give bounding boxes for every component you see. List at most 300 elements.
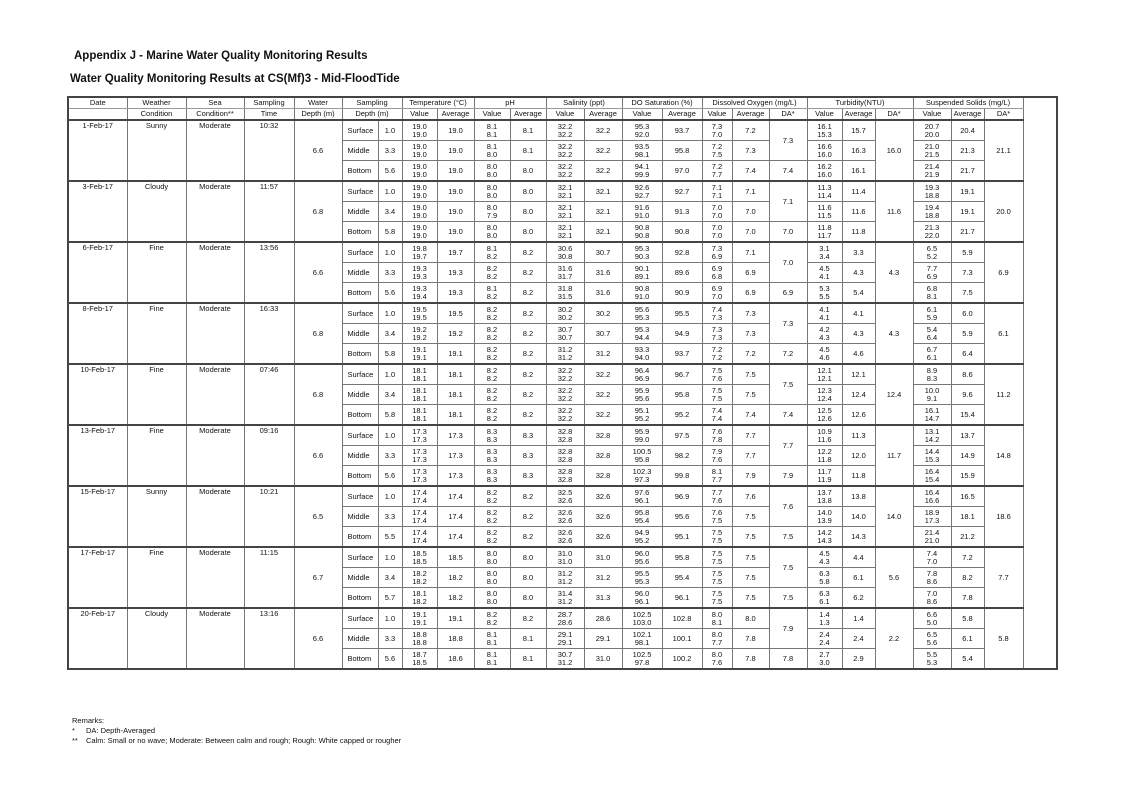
ph-average: 8.2 bbox=[510, 486, 546, 507]
turbidity-values-reading: 11.8 bbox=[817, 454, 832, 464]
turbidity-da: 14.0 bbox=[875, 486, 913, 547]
turbidity-average: 2.9 bbox=[842, 649, 875, 670]
suspended-solids-values-reading: 8.9 bbox=[926, 366, 938, 375]
salinity-average: 31.0 bbox=[584, 547, 622, 568]
dissolved-oxygen-values-reading: 7.3 bbox=[711, 332, 723, 342]
table-body bbox=[68, 120, 1057, 669]
weather-cell: Cloudy bbox=[127, 608, 186, 669]
sampling-level-cell: Bottom bbox=[342, 588, 378, 609]
dissolved-oxygen-values-reading: 6.8 bbox=[711, 271, 723, 281]
remarks-title: Remarks: bbox=[72, 716, 105, 725]
turbidity-values bbox=[807, 161, 842, 182]
salinity-values bbox=[546, 527, 584, 548]
suspended-solids-values-reading: 20.0 bbox=[924, 129, 940, 139]
ph-average: 8.2 bbox=[510, 405, 546, 426]
turbidity-values bbox=[807, 263, 842, 283]
dissolved-oxygen-average: 7.1 bbox=[732, 242, 769, 263]
turbidity-values bbox=[807, 324, 842, 344]
temperature-average: 17.4 bbox=[437, 527, 474, 548]
date-cell: 6-Feb-17 bbox=[68, 242, 127, 303]
do-saturation-average: 96.1 bbox=[662, 588, 702, 609]
suspended-solids-da: 6.1 bbox=[984, 303, 1023, 364]
salinity-values-reading: 30.7 bbox=[557, 332, 573, 342]
turbidity-average: 16.1 bbox=[842, 161, 875, 182]
table-row bbox=[68, 425, 1057, 446]
sampling-level-cell: Middle bbox=[342, 324, 378, 344]
do-saturation-average: 94.9 bbox=[662, 324, 702, 344]
ph-values-reading: 8.0 bbox=[486, 223, 498, 232]
dissolved-oxygen-values-reading: 8.0 bbox=[711, 630, 723, 639]
suspended-solids-values-reading: 16.6 bbox=[924, 495, 940, 505]
turbidity-average: 12.4 bbox=[842, 385, 875, 405]
salinity-values-reading: 32.2 bbox=[557, 406, 573, 415]
salinity-values-reading: 31.4 bbox=[557, 589, 573, 598]
sampling-depth-cell: 1.0 bbox=[378, 120, 402, 141]
do-saturation-values bbox=[622, 222, 662, 243]
turbidity-values bbox=[807, 568, 842, 588]
dissolved-oxygen-values bbox=[702, 466, 732, 487]
dissolved-oxygen-bottom-da: 7.0 bbox=[769, 222, 807, 243]
suspended-solids-values-reading: 6.1 bbox=[926, 305, 938, 314]
salinity-values-reading: 28.7 bbox=[557, 610, 573, 619]
salinity-values bbox=[546, 547, 584, 568]
temperature-values-reading: 19.0 bbox=[412, 183, 427, 192]
dissolved-oxygen-bottom-da: 7.4 bbox=[769, 161, 807, 182]
temperature-values-reading: 18.7 bbox=[412, 650, 427, 659]
do-saturation-values-reading: 95.5 bbox=[634, 569, 650, 578]
sampling-level-cell: Surface bbox=[342, 425, 378, 446]
suspended-solids-average: 15.4 bbox=[951, 405, 984, 426]
turbidity-values-reading: 5.8 bbox=[819, 576, 830, 586]
sampling-depth-cell: 1.0 bbox=[378, 425, 402, 446]
remark-mark: ** bbox=[72, 736, 78, 745]
dissolved-oxygen-da: 7.9 bbox=[769, 608, 807, 649]
dissolved-oxygen-values-reading: 6.9 bbox=[711, 284, 723, 293]
temperature-values bbox=[402, 222, 437, 243]
turbidity-average: 1.4 bbox=[842, 608, 875, 629]
sampling-level-cell: Middle bbox=[342, 385, 378, 405]
do-saturation-values bbox=[622, 425, 662, 446]
temperature-values-reading: 19.1 bbox=[412, 345, 427, 354]
ph-values bbox=[474, 588, 510, 609]
suspended-solids-values-reading: 5.9 bbox=[926, 312, 938, 322]
ph-values-reading: 8.0 bbox=[486, 183, 498, 192]
do-saturation-values-reading: 99.9 bbox=[634, 169, 650, 179]
suspended-solids-da: 5.8 bbox=[984, 608, 1023, 669]
do-saturation-values-reading: 96.1 bbox=[634, 596, 650, 606]
salinity-average: 32.1 bbox=[584, 222, 622, 243]
do-saturation-values-reading: 92.7 bbox=[634, 190, 650, 200]
dissolved-oxygen-bottom-da: 7.4 bbox=[769, 405, 807, 426]
turbidity-average: 6.2 bbox=[842, 588, 875, 609]
ph-average: 8.2 bbox=[510, 303, 546, 324]
suspended-solids-da: 11.2 bbox=[984, 364, 1023, 425]
dissolved-oxygen-values bbox=[702, 629, 732, 649]
suspended-solids-values bbox=[913, 649, 951, 670]
salinity-values-reading: 31.0 bbox=[557, 549, 573, 558]
salinity-values bbox=[546, 141, 584, 161]
do-saturation-values-reading: 100.5 bbox=[632, 447, 652, 456]
sampling-time-cell: 07:46 bbox=[244, 364, 294, 425]
ph-values bbox=[474, 425, 510, 446]
suspended-solids-values-reading: 6.7 bbox=[926, 345, 938, 354]
sampling-level-cell: Surface bbox=[342, 242, 378, 263]
suspended-solids-average: 5.8 bbox=[951, 608, 984, 629]
do-saturation-values-reading: 95.8 bbox=[634, 454, 650, 464]
temperature-values-reading: 19.0 bbox=[412, 162, 427, 171]
table-row bbox=[68, 547, 1057, 568]
dissolved-oxygen-average: 7.5 bbox=[732, 507, 769, 527]
turbidity-values-reading: 12.1 bbox=[817, 373, 832, 383]
do-saturation-values-reading: 91.0 bbox=[634, 210, 650, 220]
dissolved-oxygen-values-reading: 7.5 bbox=[711, 393, 723, 403]
turbidity-values bbox=[807, 507, 842, 527]
suspended-solids-average: 19.1 bbox=[951, 202, 984, 222]
ph-values-reading: 8.1 bbox=[486, 129, 498, 139]
suspended-solids-values-reading: 7.0 bbox=[926, 589, 938, 598]
do-saturation-values-reading: 95.9 bbox=[634, 386, 650, 395]
ph-values bbox=[474, 242, 510, 263]
suspended-solids-average: 9.6 bbox=[951, 385, 984, 405]
turbidity-values-reading: 12.6 bbox=[817, 413, 832, 423]
weather-cell: Sunny bbox=[127, 486, 186, 547]
suspended-solids-values bbox=[913, 486, 951, 507]
dissolved-oxygen-average: 6.9 bbox=[732, 283, 769, 304]
ph-average: 8.0 bbox=[510, 588, 546, 609]
do-saturation-average: 97.0 bbox=[662, 161, 702, 182]
dissolved-oxygen-average: 7.4 bbox=[732, 405, 769, 426]
col-date-sub bbox=[68, 109, 127, 121]
suspended-solids-values-reading: 9.1 bbox=[926, 393, 938, 403]
suspended-solids-average: 8.6 bbox=[951, 364, 984, 385]
salinity-average: 32.8 bbox=[584, 466, 622, 487]
suspended-solids-values-reading: 5.3 bbox=[926, 657, 938, 667]
turbidity-values-reading: 1.3 bbox=[819, 617, 830, 627]
temperature-values-reading: 19.3 bbox=[412, 284, 427, 293]
sampling-time-cell: 13:16 bbox=[244, 608, 294, 669]
temperature-values-reading: 18.1 bbox=[412, 413, 427, 423]
salinity-average: 30.7 bbox=[584, 324, 622, 344]
turbidity-values bbox=[807, 486, 842, 507]
do-saturation-values-reading: 102.1 bbox=[632, 630, 652, 639]
sampling-level-cell: Middle bbox=[342, 141, 378, 161]
dissolved-oxygen-bottom-da: 6.9 bbox=[769, 283, 807, 304]
do-saturation-values-reading: 94.9 bbox=[634, 528, 650, 537]
turbidity-values-reading: 6.3 bbox=[819, 569, 830, 578]
do-saturation-average: 95.6 bbox=[662, 507, 702, 527]
turbidity-average: 16.3 bbox=[842, 141, 875, 161]
do-saturation-average: 91.3 bbox=[662, 202, 702, 222]
weather-cell: Fine bbox=[127, 303, 186, 364]
dissolved-oxygen-values-reading: 7.5 bbox=[711, 596, 723, 606]
sampling-depth-cell: 5.6 bbox=[378, 466, 402, 487]
do-saturation-values-reading: 90.8 bbox=[634, 230, 650, 240]
suspended-solids-values-reading: 14.2 bbox=[924, 434, 940, 444]
ph-average: 8.2 bbox=[510, 385, 546, 405]
ph-values bbox=[474, 385, 510, 405]
dissolved-oxygen-values-reading: 7.6 bbox=[711, 427, 723, 436]
do-saturation-values bbox=[622, 385, 662, 405]
turbidity-average: 12.1 bbox=[842, 364, 875, 385]
water-quality-table bbox=[67, 96, 1058, 670]
turbidity-da: 4.3 bbox=[875, 303, 913, 364]
turbidity-average: 4.6 bbox=[842, 344, 875, 365]
dissolved-oxygen-values-reading: 8.0 bbox=[711, 650, 723, 659]
suspended-solids-average: 5.9 bbox=[951, 324, 984, 344]
temperature-values bbox=[402, 364, 437, 385]
table-row bbox=[68, 486, 1057, 507]
temperature-values bbox=[402, 202, 437, 222]
ph-values-reading: 8.2 bbox=[486, 345, 498, 354]
temperature-values-reading: 17.4 bbox=[412, 515, 427, 525]
turbidity-values bbox=[807, 242, 842, 263]
ph-values bbox=[474, 486, 510, 507]
do-saturation-average: 100.2 bbox=[662, 649, 702, 670]
suspended-solids-values-reading: 21.4 bbox=[924, 528, 940, 537]
weather-cell: Cloudy bbox=[127, 181, 186, 242]
salinity-values bbox=[546, 446, 584, 466]
remarks bbox=[72, 716, 401, 746]
suspended-solids-average: 6.4 bbox=[951, 344, 984, 365]
ph-average: 8.2 bbox=[510, 263, 546, 283]
sampling-time-cell: 16:33 bbox=[244, 303, 294, 364]
salinity-average: 32.6 bbox=[584, 486, 622, 507]
do-saturation-average: 99.8 bbox=[662, 466, 702, 487]
suspended-solids-da: 6.9 bbox=[984, 242, 1023, 303]
ph-average: 8.2 bbox=[510, 242, 546, 263]
ph-values-reading: 8.2 bbox=[486, 312, 498, 322]
col-turb-average: Average bbox=[842, 109, 875, 121]
salinity-average: 32.8 bbox=[584, 446, 622, 466]
do-saturation-values bbox=[622, 344, 662, 365]
dissolved-oxygen-values bbox=[702, 202, 732, 222]
turbidity-values-reading: 11.7 bbox=[817, 230, 832, 240]
dissolved-oxygen-values bbox=[702, 263, 732, 283]
water-depth-cell: 6.6 bbox=[294, 425, 342, 486]
salinity-values-reading: 31.2 bbox=[557, 657, 573, 667]
water-depth-cell: 6.8 bbox=[294, 181, 342, 242]
turbidity-values bbox=[807, 405, 842, 426]
temperature-average: 19.5 bbox=[437, 303, 474, 324]
ph-average: 8.2 bbox=[510, 283, 546, 304]
turbidity-average: 11.6 bbox=[842, 202, 875, 222]
do-saturation-values bbox=[622, 141, 662, 161]
ph-values-reading: 8.1 bbox=[486, 657, 498, 667]
temperature-average: 19.0 bbox=[437, 141, 474, 161]
salinity-average: 28.6 bbox=[584, 608, 622, 629]
turbidity-values-reading: 4.1 bbox=[819, 312, 830, 322]
do-saturation-average: 95.4 bbox=[662, 568, 702, 588]
suspended-solids-values-reading: 20.7 bbox=[924, 122, 940, 131]
salinity-values-reading: 32.8 bbox=[557, 447, 573, 456]
turbidity-average: 5.4 bbox=[842, 283, 875, 304]
turbidity-values-reading: 4.1 bbox=[819, 271, 830, 281]
temperature-values-reading: 17.4 bbox=[412, 508, 427, 517]
salinity-values-reading: 32.8 bbox=[557, 474, 573, 484]
salinity-values-reading: 32.1 bbox=[557, 230, 573, 240]
date-cell: 8-Feb-17 bbox=[68, 303, 127, 364]
ph-values-reading: 8.0 bbox=[486, 162, 498, 171]
do-saturation-values-reading: 92.0 bbox=[634, 129, 650, 139]
suspended-solids-values-reading: 21.3 bbox=[924, 223, 940, 232]
suspended-solids-values-reading: 5.2 bbox=[926, 251, 938, 261]
remark-item bbox=[72, 726, 401, 736]
ph-values bbox=[474, 324, 510, 344]
turbidity-da: 5.6 bbox=[875, 547, 913, 608]
turbidity-values-reading: 16.6 bbox=[817, 142, 832, 151]
turbidity-values-reading: 13.9 bbox=[817, 515, 832, 525]
turbidity-values-reading: 12.2 bbox=[817, 447, 832, 456]
temperature-values bbox=[402, 608, 437, 629]
dissolved-oxygen-values bbox=[702, 141, 732, 161]
suspended-solids-values-reading: 8.6 bbox=[926, 596, 938, 606]
salinity-average: 31.0 bbox=[584, 649, 622, 670]
turbidity-values-reading: 4.3 bbox=[819, 332, 830, 342]
col-turbidity: Turbidity(NTU) bbox=[807, 97, 913, 109]
suspended-solids-values bbox=[913, 466, 951, 487]
col-ss-value: Value bbox=[913, 109, 951, 121]
salinity-values-reading: 32.6 bbox=[557, 495, 573, 505]
turbidity-values bbox=[807, 364, 842, 385]
ph-values-reading: 8.0 bbox=[486, 589, 498, 598]
temperature-values-reading: 19.5 bbox=[412, 305, 427, 314]
turbidity-values bbox=[807, 547, 842, 568]
salinity-average: 29.1 bbox=[584, 629, 622, 649]
sampling-time-cell: 10:21 bbox=[244, 486, 294, 547]
do-saturation-values bbox=[622, 161, 662, 182]
dissolved-oxygen-average: 7.8 bbox=[732, 629, 769, 649]
do-saturation-values-reading: 102.3 bbox=[632, 467, 652, 476]
col-ph-average: Average bbox=[510, 109, 546, 121]
suspended-solids-da: 18.6 bbox=[984, 486, 1023, 547]
temperature-values-reading: 18.2 bbox=[412, 596, 427, 606]
dissolved-oxygen-values-reading: 7.8 bbox=[711, 434, 723, 444]
ph-values-reading: 8.1 bbox=[486, 244, 498, 253]
suspended-solids-values-reading: 16.4 bbox=[924, 467, 940, 476]
temperature-values-reading: 17.3 bbox=[412, 474, 427, 484]
do-saturation-values-reading: 102.5 bbox=[632, 650, 652, 659]
salinity-values-reading: 28.6 bbox=[557, 617, 573, 627]
ph-average: 8.3 bbox=[510, 446, 546, 466]
suspended-solids-average: 16.5 bbox=[951, 486, 984, 507]
suspended-solids-values bbox=[913, 425, 951, 446]
turbidity-values-reading: 1.4 bbox=[819, 610, 830, 619]
suspended-solids-average: 21.3 bbox=[951, 141, 984, 161]
temperature-values-reading: 17.4 bbox=[412, 535, 427, 545]
suspended-solids-values-reading: 13.1 bbox=[924, 427, 940, 436]
table-row bbox=[68, 120, 1057, 141]
turbidity-values-reading: 13.7 bbox=[817, 488, 832, 497]
do-saturation-average: 90.9 bbox=[662, 283, 702, 304]
col-suspended-solids: Suspended Solids (mg/L) bbox=[913, 97, 1023, 109]
col-sampling-depth-sub: Depth (m) bbox=[342, 109, 402, 121]
do-saturation-values bbox=[622, 263, 662, 283]
temperature-values bbox=[402, 161, 437, 182]
temperature-values bbox=[402, 547, 437, 568]
salinity-average: 32.2 bbox=[584, 141, 622, 161]
do-saturation-values-reading: 95.3 bbox=[634, 122, 650, 131]
temperature-values-reading: 17.3 bbox=[412, 447, 427, 456]
suspended-solids-values bbox=[913, 629, 951, 649]
temperature-values bbox=[402, 385, 437, 405]
salinity-values bbox=[546, 324, 584, 344]
suspended-solids-average: 7.5 bbox=[951, 283, 984, 304]
salinity-average: 32.2 bbox=[584, 405, 622, 426]
col-turb-da: DA* bbox=[875, 109, 913, 121]
date-cell: 15-Feb-17 bbox=[68, 486, 127, 547]
ph-values-reading: 8.0 bbox=[486, 169, 498, 179]
temperature-values-reading: 19.5 bbox=[412, 312, 427, 322]
sampling-depth-cell: 5.5 bbox=[378, 527, 402, 548]
suspended-solids-values bbox=[913, 568, 951, 588]
suspended-solids-values-reading: 21.0 bbox=[924, 535, 940, 545]
col-do-saturation: DO Saturation (%) bbox=[622, 97, 702, 109]
suspended-solids-average: 7.3 bbox=[951, 263, 984, 283]
suspended-solids-average: 21.7 bbox=[951, 222, 984, 243]
sea-condition-cell: Moderate bbox=[186, 242, 244, 303]
salinity-values-reading: 32.8 bbox=[557, 454, 573, 464]
dissolved-oxygen-values-reading: 7.5 bbox=[711, 366, 723, 375]
salinity-average: 30.2 bbox=[584, 303, 622, 324]
water-depth-cell: 6.7 bbox=[294, 547, 342, 608]
turbidity-values-reading: 4.5 bbox=[819, 264, 830, 273]
weather-cell: Fine bbox=[127, 364, 186, 425]
turbidity-values-reading: 11.6 bbox=[817, 434, 832, 444]
salinity-average: 32.6 bbox=[584, 507, 622, 527]
temperature-average: 17.4 bbox=[437, 507, 474, 527]
salinity-values-reading: 30.2 bbox=[557, 305, 573, 314]
salinity-values-reading: 31.2 bbox=[557, 352, 573, 362]
dissolved-oxygen-average: 7.0 bbox=[732, 222, 769, 243]
ph-average: 8.1 bbox=[510, 649, 546, 670]
temperature-values-reading: 19.8 bbox=[412, 244, 427, 253]
suspended-solids-average: 7.8 bbox=[951, 588, 984, 609]
temperature-values bbox=[402, 405, 437, 426]
salinity-values-reading: 32.2 bbox=[557, 129, 573, 139]
dissolved-oxygen-values-reading: 7.5 bbox=[711, 576, 723, 586]
temperature-values-reading: 18.2 bbox=[412, 576, 427, 586]
dissolved-oxygen-average: 7.4 bbox=[732, 161, 769, 182]
turbidity-values-reading: 4.5 bbox=[819, 345, 830, 354]
col-sea: Sea bbox=[186, 97, 244, 109]
sea-condition-cell: Moderate bbox=[186, 120, 244, 181]
dissolved-oxygen-values-reading: 7.7 bbox=[711, 637, 723, 647]
do-saturation-values-reading: 90.1 bbox=[634, 264, 650, 273]
turbidity-values bbox=[807, 141, 842, 161]
turbidity-average: 11.8 bbox=[842, 222, 875, 243]
ph-values bbox=[474, 364, 510, 385]
suspended-solids-values-reading: 6.5 bbox=[926, 244, 938, 253]
col-date: Date bbox=[68, 97, 127, 109]
ph-values-reading: 8.0 bbox=[486, 556, 498, 566]
temperature-values-reading: 19.7 bbox=[412, 251, 427, 261]
temperature-values-reading: 17.3 bbox=[412, 454, 427, 464]
remark-text: DA: Depth-Averaged bbox=[86, 726, 156, 735]
dissolved-oxygen-da: 7.6 bbox=[769, 486, 807, 527]
do-saturation-values-reading: 90.8 bbox=[634, 284, 650, 293]
sampling-depth-cell: 3.3 bbox=[378, 446, 402, 466]
temperature-values bbox=[402, 527, 437, 548]
suspended-solids-average: 8.2 bbox=[951, 568, 984, 588]
dissolved-oxygen-values-reading: 7.5 bbox=[711, 535, 723, 545]
suspended-solids-values-reading: 14.7 bbox=[924, 413, 940, 423]
suspended-solids-values bbox=[913, 405, 951, 426]
do-saturation-average: 95.8 bbox=[662, 141, 702, 161]
suspended-solids-values bbox=[913, 324, 951, 344]
suspended-solids-average: 6.1 bbox=[951, 629, 984, 649]
turbidity-average: 4.3 bbox=[842, 263, 875, 283]
dissolved-oxygen-values bbox=[702, 324, 732, 344]
